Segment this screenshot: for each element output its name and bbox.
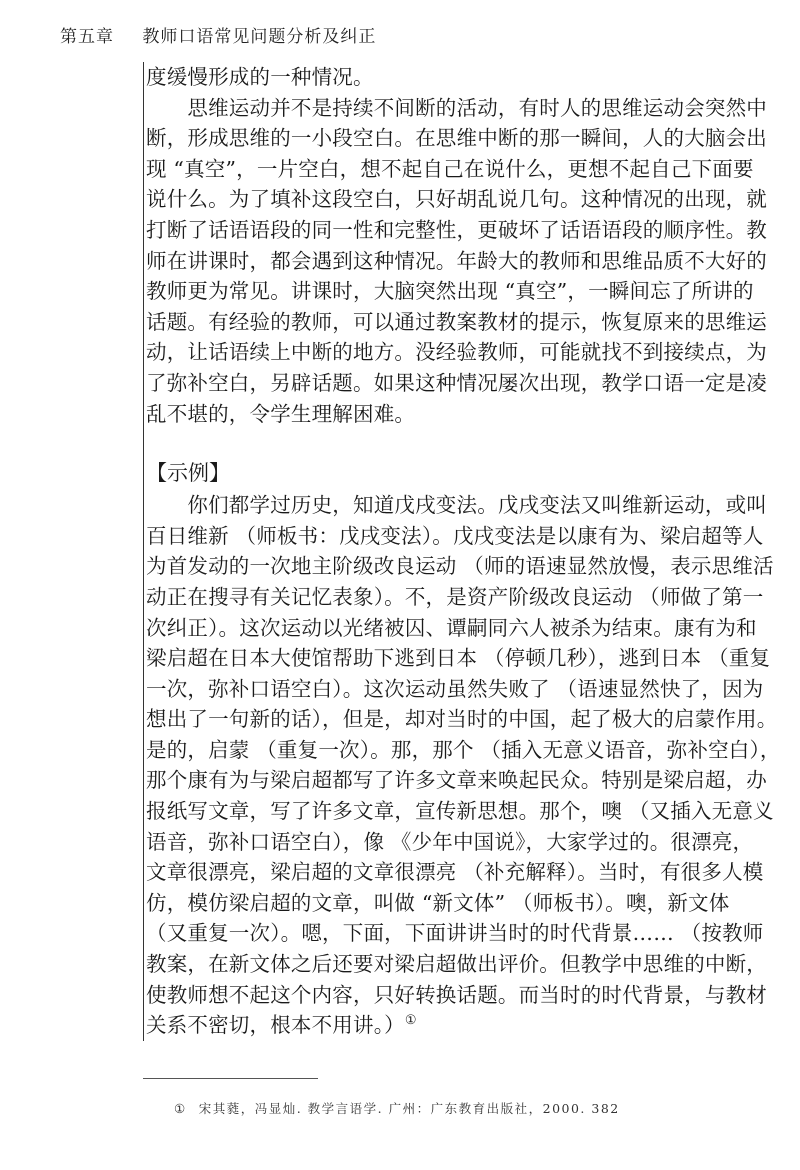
text-line: 断，形成思维的一小段空白。在思维中断的那一瞬间，人的大脑会出 (146, 126, 767, 151)
running-header (60, 22, 376, 47)
footnote-mark: ① (174, 1101, 187, 1116)
text-line: 百日维新 （师板书：戊戌变法）。戊戌变法是以康有为、梁启超等人 (146, 523, 764, 548)
text-line: 想出了一句新的话），但是，却对当时的中国，起了极大的启蒙作用。 (146, 707, 778, 732)
text-line: 次纠正）。这次运动以光绪被囚、谭嗣同六人被杀为结束。康有为和 (146, 615, 757, 640)
text-line-content: 关系不密切，根本不用讲。） (146, 1013, 405, 1038)
example-heading: 【示例】 (146, 461, 230, 486)
text-line: 文章很漂亮，梁启超的文章很漂亮 （补充解释）。当时，有很多人模 (146, 860, 764, 885)
text-line: 说什么。为了填补这段空白，只好胡乱说几句。这种情况的出现，就 (146, 187, 767, 212)
footnote-divider (143, 1078, 318, 1079)
text-line: 动正在搜寻有关记忆表象）。不，是资产阶级改良运动 （师做了第一 (146, 584, 764, 609)
text-line (146, 1010, 786, 1041)
text-line: 度缓慢形成的一种情况。 (146, 65, 374, 89)
text-line: 话题。有经验的教师，可以通过教案教材的提示，恢复原来的思维运 (146, 309, 767, 334)
text-line: 思维运动并不是持续不间断的活动，有时人的思维运动会突然中 (146, 95, 767, 120)
text-line: 你们都学过历史，知道戊戌变法。戊戌变法又叫维新运动，或叫 (146, 493, 767, 518)
text-line: 教师更为常见。讲课时，大脑突然出现 “真空”，一瞬间忘了所讲的 (146, 279, 754, 304)
text-line: （又重复一次）。嗯，下面，下面讲讲当时的时代背景…… （按教师 (146, 921, 764, 946)
text-line: 为首发动的一次地主阶级改良运动 （师的语速显然放慢，表示思维活 (146, 554, 774, 579)
text-line: 了弥补空白，另辟话题。如果这种情况屡次出现，教学口语一定是凌 (146, 370, 767, 395)
text-line: 是的，启蒙 （重复一次）。那，那个 （插入无意义语音，弥补空白）， (146, 737, 781, 762)
text-line: 仿，模仿梁启超的文章，叫做 “新文体” （师板书）。噢，新文体 (146, 890, 730, 915)
footnote (174, 1099, 620, 1117)
text-line: 乱不堪的，令学生理解困难。 (146, 401, 416, 426)
text-line: 语音，弥补口语空白），像 《少年中国说》，大家学过的。很漂亮， (146, 829, 754, 854)
text-line: 那个康有为与梁启超都写了许多文章来唤起民众。特别是梁启超，办 (146, 768, 767, 793)
text-line: 使教师想不起这个内容，只好转换话题。而当时的时代背景，与教材 (146, 982, 767, 1007)
text-line: 动，让话语续上中断的地方。没经验教师，可能就找不到接续点，为 (146, 340, 767, 365)
body-text (143, 62, 786, 1041)
text-line: 师在讲课时，都会遇到这种情况。年龄大的教师和思维品质不大好的 (146, 248, 767, 273)
paragraph-thought-interruption (146, 62, 786, 429)
chapter-label: 第五章 (60, 27, 114, 47)
text-line: 报纸写文章，写了许多文章，宣传新思想。那个，噢 （又插入无意义 (146, 799, 774, 824)
example-passage (146, 490, 786, 1041)
text-line: 一次，弥补口语空白）。这次运动虽然失败了 （语速显然快了，因为 (146, 676, 764, 701)
text-line: 梁启超在日本大使馆帮助下逃到日本 （停顿几秒），逃到日本 （重复 (146, 646, 771, 671)
text-line: 打断了话语语段的同一性和完整性，更破坏了话语语段的顺序性。教 (146, 217, 767, 242)
text-line: 教案，在新文体之后还要对梁启超做出评价。但教学中思维的中断， (146, 952, 767, 977)
text-line: 现 “真空”，一片空白，想不起自己在说什么，更想不起自己下面要 (146, 156, 754, 181)
footnote-reference[interactable]: ① (404, 1013, 417, 1029)
footnote-citation: 宋其蕤，冯显灿. 教学言语学. 广州：广东教育出版社，2000. 382 (198, 1101, 620, 1116)
chapter-title: 教师口语常见问题分析及纠正 (142, 27, 377, 47)
